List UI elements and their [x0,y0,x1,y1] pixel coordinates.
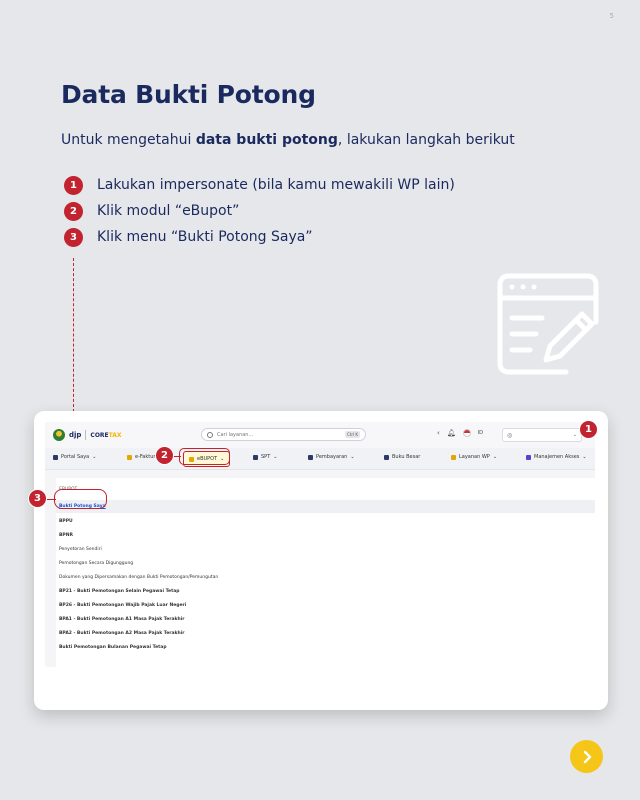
chevron-down-icon: ⌄ [273,454,278,460]
callout-2-line [173,456,181,457]
menu-item-dokumen-dipersamakan[interactable]: Dokumen yang Dipersamakan dengan Bukti Pemotongan/Pemungutan [59,575,219,580]
impersonate-selector[interactable] [502,428,582,442]
collapse-icon[interactable]: ‹ [437,429,440,437]
search-shortcut-badge: Ctrl K [346,432,358,437]
buku-besar-icon [384,455,389,460]
active-row-highlight [56,500,595,513]
menu-item-pemotongan-digunggung[interactable]: Pemotongan Secara Digunggung [59,561,134,566]
screenshot-card [34,411,608,710]
pembayaran-icon [308,455,313,460]
subtitle-prefix: Untuk mengetahui [61,132,196,148]
step-list [64,172,455,250]
nav-label: Layanan WP [459,454,490,460]
logo-tax-text: TAX [108,431,122,439]
manajemen-akses-icon [526,455,531,460]
nav-label: SPT [261,454,271,460]
callout-3-line [46,499,56,500]
nav-label: eBUPOT [197,456,218,462]
nav-label: Pembayaran [316,454,348,460]
portal-icon [53,455,58,460]
document-edit-icon [496,272,600,376]
subtitle-bold: data bukti potong [195,132,338,148]
bukti-potong-saya-highlight-ring [54,489,107,509]
next-page-button[interactable] [570,740,603,773]
step-number: 3 [64,228,83,247]
step-item [64,172,455,198]
nav-label: Manajemen Akses [534,454,580,460]
search-input[interactable] [217,432,335,438]
chevron-down-icon: ⌄ [572,432,577,438]
layanan-wp-icon [451,455,456,460]
menu-item-bpa1[interactable]: BPA1 - Bukti Pemotongan A1 Masa Pajak Terakhir [59,617,185,622]
topbar-actions [437,429,483,437]
ebupot-menu-panel [56,478,595,667]
step-text: Klik modul “eBupot” [97,203,240,219]
step-item [64,198,455,224]
logo-divider [85,430,86,440]
search-icon [207,432,213,438]
app-module-nav [45,448,595,470]
menu-item-bukti-potong-saya[interactable]: Bukti Potong Saya [59,504,106,509]
step-text: Lakukan impersonate (bila kamu mewakili WP lain) [97,177,455,193]
logo-core-text: CORE [90,431,109,439]
chevron-down-icon: ⌄ [350,454,355,460]
connector-dashed-line [73,258,74,412]
search-bar[interactable] [201,428,366,441]
menu-item-bpnr[interactable]: BPNR [59,533,73,538]
app-screenshot [45,422,595,667]
nav-pembayaran[interactable] [308,454,355,460]
step-number: 1 [64,176,83,195]
menu-item-bp26[interactable]: BP26 - Bukti Pemotongan Wajib Pajak Luar Negeri [59,603,187,608]
chevron-down-icon: ⌄ [220,456,225,462]
logo-djp: djp [69,431,82,439]
nav-efaktur[interactable] [127,454,155,460]
menu-header: EBUPOT [59,487,78,492]
callout-2-badge: 2 [155,446,174,465]
nav-label: Buku Besar [392,454,421,460]
callout-3-badge: 3 [28,489,47,508]
language-label[interactable]: ID [477,430,484,436]
step-item [64,224,455,250]
step-number: 2 [64,202,83,221]
flag-icon[interactable] [463,429,471,437]
garuda-emblem-icon [53,429,65,441]
chevron-down-icon: ⌄ [92,454,97,460]
subtitle-suffix: , lakukan langkah berikut [337,132,515,148]
menu-item-bpa2[interactable]: BPA2 - Bukti Pemotongan A2 Masa Pajak Terakhir [59,631,185,636]
menu-item-bppu[interactable]: BPPU [59,519,73,524]
chevron-right-icon [580,750,594,764]
spt-icon [253,455,258,460]
nav-portal-saya[interactable] [53,454,96,460]
chevron-down-icon: ⌄ [582,454,587,460]
nav-layanan-wp[interactable] [451,454,497,460]
chevron-down-icon: ⌄ [492,454,498,460]
step-text: Klik menu “Bukti Potong Saya” [97,229,313,245]
menu-item-penyetoran-sendiri[interactable]: Penyetoran Sendiri [59,547,102,552]
page-title: Data Bukti Potong [61,80,316,109]
nav-buku-besar[interactable] [384,454,420,460]
page-number: 5 [609,12,614,20]
logo-coretax [90,432,121,439]
callout-1-badge: 1 [579,420,598,439]
efaktur-icon [127,455,132,460]
menu-item-bukti-pemotongan-bulanan[interactable]: Bukti Pemotongan Bulanan Pegawai Tetap [59,645,167,650]
nav-spt[interactable] [253,454,277,460]
nav-label: Portal Saya [61,454,90,460]
app-topbar [45,422,595,448]
user-circle-icon: ◎ [507,431,513,439]
page-subtitle [61,132,515,148]
bell-icon[interactable]: 🔔︎ [446,429,456,437]
menu-item-bp21[interactable]: BP21 - Bukti Pemotongan Selain Pegawai Tetap [59,589,180,594]
ebupot-highlight-ring [179,448,230,465]
app-logo [53,429,122,441]
nav-label: e-Faktur [135,454,156,460]
nav-manajemen-akses[interactable] [526,454,587,460]
